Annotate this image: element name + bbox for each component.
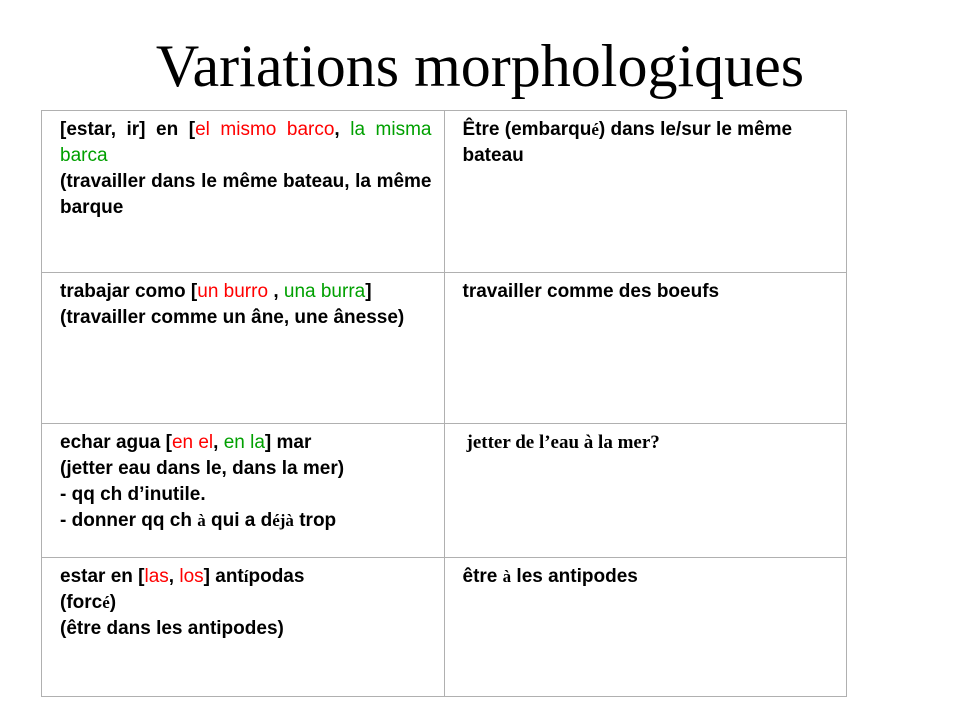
variant-red: en el: [171, 432, 214, 453]
meaning-text: [60, 508, 432, 534]
equivalent-text: jetter de l’eau à la mer?: [466, 432, 660, 453]
expression-text: ] ant: [203, 566, 244, 587]
accent-char: í: [243, 567, 249, 586]
french-equivalent-cell: [444, 558, 847, 697]
equivalent-text: les antipodes: [511, 566, 638, 587]
variant-red: los: [179, 566, 204, 587]
accent-char: à: [197, 511, 206, 530]
equivalent-text: Être (embarqu: [462, 119, 592, 140]
variant-red: el mismo barco: [195, 119, 335, 140]
separator: ,: [268, 281, 279, 302]
variant-red: las: [144, 566, 169, 587]
spanish-expression-cell: [42, 273, 445, 424]
bracket: ] mar: [264, 432, 312, 453]
translation-text: (travailler dans le même bateau, la même barque: [60, 171, 432, 218]
meaning-text: - qq ch d’inutile.: [60, 484, 206, 505]
meaning-part: - donner qq ch: [60, 510, 198, 531]
variant-red: un burro: [197, 281, 269, 302]
slide-title: Variations morphologiques: [155, 33, 805, 99]
bracket: ]: [365, 281, 372, 302]
equivalent-text: ) dans le/sur le même bateau: [462, 119, 793, 166]
table-row: [42, 111, 847, 273]
accent-char: éjà: [272, 511, 294, 530]
meaning-part: qui a d: [205, 510, 273, 531]
table-row: [42, 273, 847, 424]
spanish-expression-cell: [42, 424, 445, 558]
table-row: [42, 424, 847, 558]
meaning-part: trop: [293, 510, 337, 531]
note-part: ): [109, 592, 117, 613]
expressions-table: [41, 110, 847, 697]
translation-text: (jetter eau dans le, dans la mer): [60, 458, 345, 479]
spanish-expression-cell: [42, 558, 445, 697]
variant-green: en la: [223, 432, 265, 453]
expression-text: echar agua [: [60, 432, 172, 453]
note-text: [60, 590, 432, 616]
variant-green: la misma barca: [60, 119, 432, 166]
french-equivalent-cell: [444, 273, 847, 424]
separator: ,: [168, 566, 175, 587]
accent-char: à: [502, 567, 512, 586]
expression-text: estar en [: [60, 566, 145, 587]
accent-char: é: [591, 120, 599, 139]
expression-text: trabajar como [: [60, 281, 198, 302]
table-row: [42, 558, 847, 697]
equivalent-text: travailler comme des boeufs: [462, 281, 720, 302]
accent-char: é: [102, 593, 110, 612]
separator: ,: [334, 119, 340, 140]
french-equivalent-cell: [444, 111, 847, 273]
expression-text: [estar, ir] en [: [60, 119, 196, 140]
equivalent-text: être: [462, 566, 503, 587]
separator: ,: [213, 432, 219, 453]
translation-text: (être dans les antipodes): [60, 618, 284, 639]
expression-text: podas: [248, 566, 305, 587]
translation-text: (travailler comme un âne, une ânesse): [60, 307, 405, 328]
french-equivalent-cell: [444, 424, 847, 558]
spanish-expression-cell: [42, 111, 445, 273]
variant-green: una burra: [283, 281, 366, 302]
note-part: (forc: [60, 592, 103, 613]
